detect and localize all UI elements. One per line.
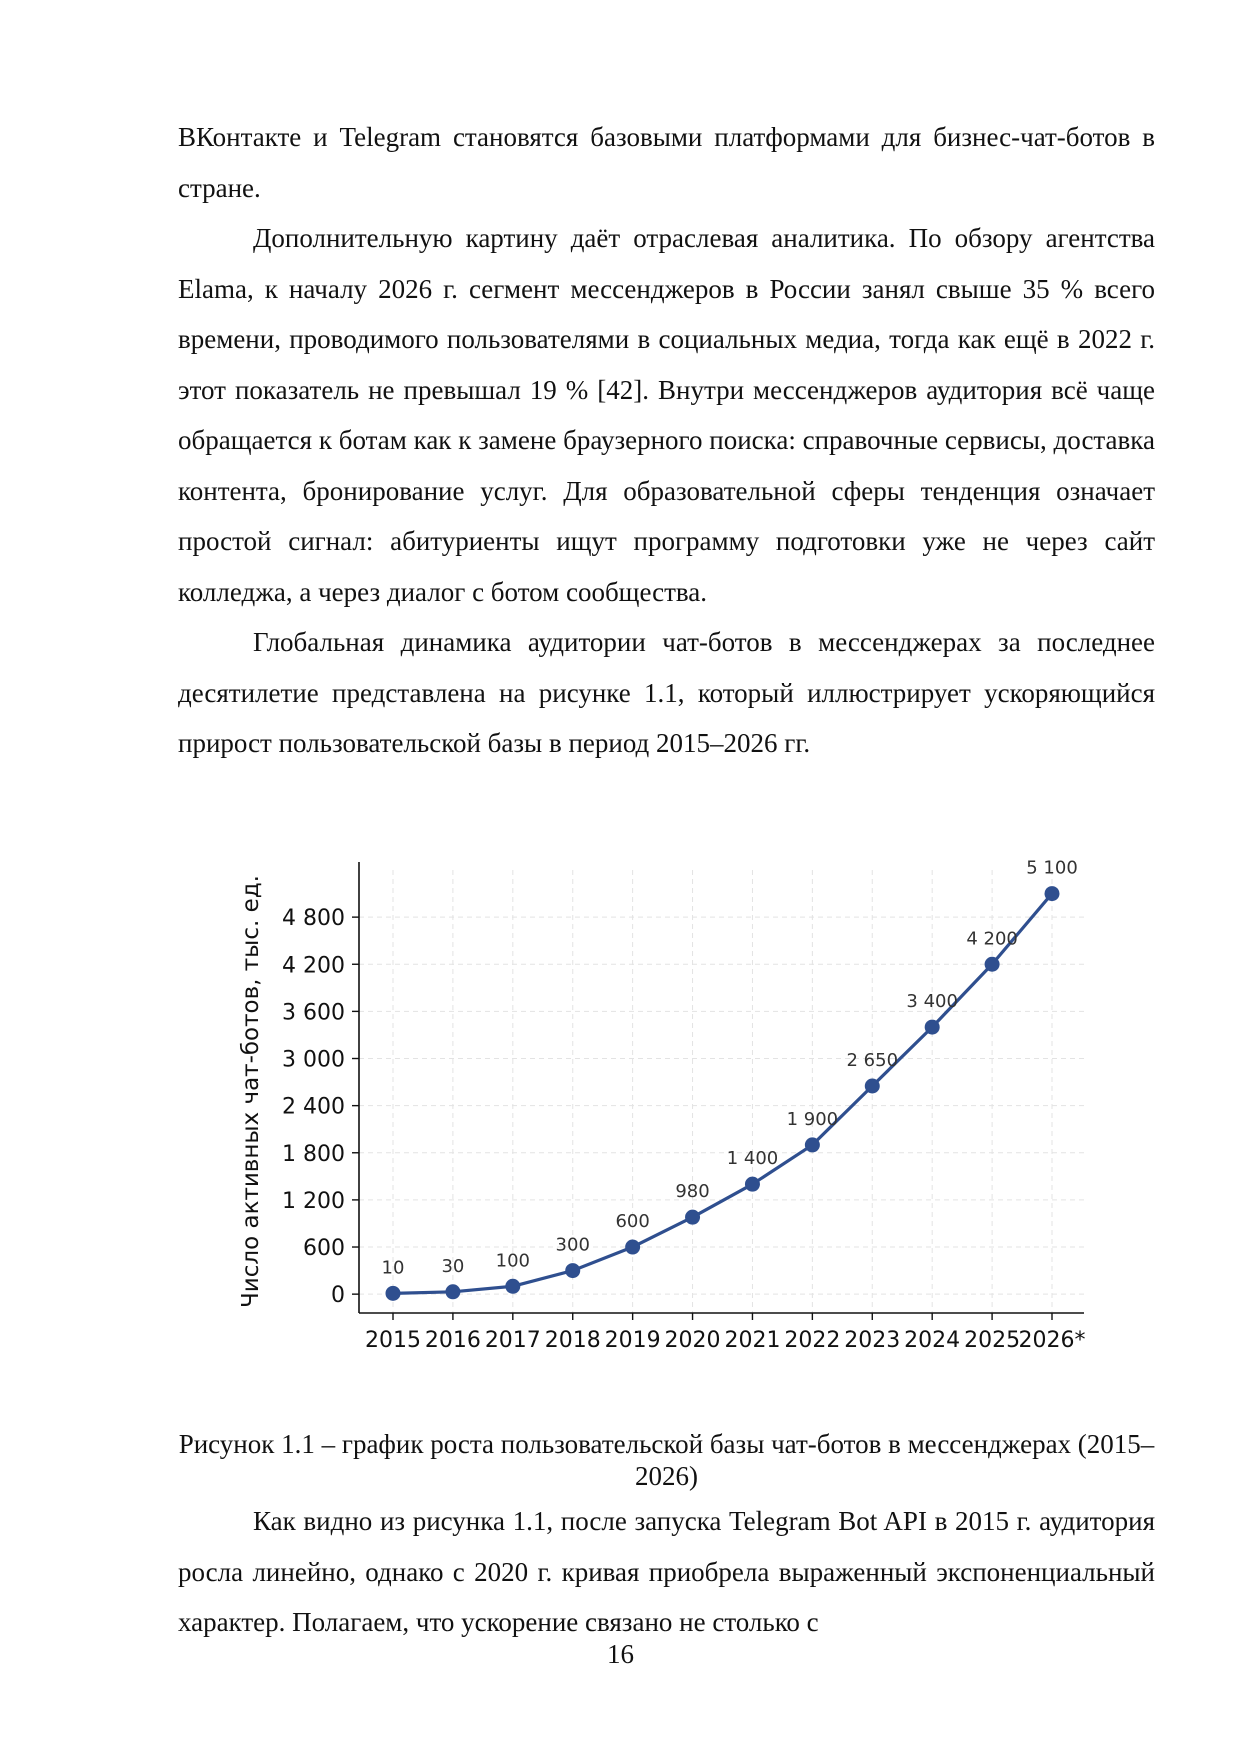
data-point	[625, 1240, 640, 1255]
y-tick-label: 600	[303, 1236, 345, 1262]
x-tick-label: 2022	[784, 1328, 841, 1353]
paragraph: ВКонтакте и Telegram становятся базовыми платформами для бизнес-чат-ботов в стране.	[178, 122, 1155, 203]
x-tick-label: 2021	[724, 1328, 781, 1353]
y-tick-label: 3 600	[282, 1000, 345, 1026]
data-label: 5 100	[1026, 857, 1078, 879]
data-point	[985, 957, 1000, 972]
data-label: 4 200	[966, 928, 1018, 950]
data-point	[386, 1286, 401, 1301]
body-text-bottom	[178, 1496, 1155, 1648]
y-axis-title: Число активных чат-ботов, тыс. ед.	[238, 875, 264, 1308]
y-tick-label: 1 200	[282, 1188, 345, 1214]
data-label: 10	[381, 1257, 405, 1279]
data-point	[805, 1137, 820, 1152]
x-tick-label: 2023	[844, 1328, 901, 1353]
x-tick-label: 2017	[484, 1328, 541, 1353]
data-point	[925, 1020, 940, 1035]
data-point	[505, 1279, 520, 1294]
data-point	[865, 1079, 880, 1094]
x-tick-label: 2025	[964, 1328, 1021, 1353]
x-tick-label: 2019	[604, 1328, 661, 1353]
data-label: 30	[441, 1255, 465, 1277]
figure-chart	[178, 840, 1138, 1400]
page-number: 16	[607, 1639, 634, 1669]
x-tick-label: 2015	[365, 1328, 421, 1353]
data-point	[745, 1177, 760, 1192]
data-label: 3 400	[906, 991, 958, 1013]
y-tick-label: 4 800	[282, 906, 345, 932]
data-label: 1 900	[786, 1108, 839, 1130]
data-label: 600	[615, 1211, 650, 1233]
y-tick-label: 1 800	[282, 1141, 345, 1167]
growth-line-chart	[178, 840, 1138, 1400]
data-point	[445, 1284, 460, 1299]
body-text-top	[178, 112, 1155, 769]
data-label: 980	[675, 1181, 710, 1203]
x-tick-label: 2026*	[1018, 1328, 1086, 1353]
y-tick-label: 2 400	[282, 1094, 345, 1120]
data-point	[685, 1210, 700, 1225]
paragraph: Дополнительную картину даёт отраслевая аналитика. По обзору агентства Elama, к началу 2026 г. сегмент мессенджеров в России занял свыше 35 % всего времени, проводимого пользователями в социальных медиа, тогда как ещё в 2022 г. этот показатель не превышал 19 % [42]. Внутри мессенджеров аудитория всё чаще обращается к ботам как к замене браузерного поиска: справочные сервисы, доставка контента, бронирование услуг. Для образовательной сферы тенденция означает простой сигнал: абитуриенты ищут программу подготовки уже не через сайт колледжа, а через диалог с ботом сообщества.	[178, 223, 1155, 607]
data-label: 1 400	[726, 1148, 779, 1170]
data-label: 100	[495, 1250, 530, 1272]
x-tick-label: 2020	[664, 1328, 721, 1353]
figure-caption: Рисунок 1.1 – график роста пользовательской базы чат-ботов в мессенджерах (2015–2026)	[178, 1429, 1155, 1491]
data-label: 2 650	[846, 1050, 899, 1072]
x-tick-label: 2024	[904, 1328, 961, 1353]
x-tick-label: 2018	[544, 1328, 601, 1353]
data-label: 300	[555, 1234, 590, 1256]
paragraph: Как видно из рисунка 1.1, после запуска Telegram Bot API в 2015 г. аудитория росла линейно, однако с 2020 г. кривая приобрела выраженный экспоненциальный характер. Полагаем, что ускорение связано не столько с	[178, 1506, 1155, 1637]
y-tick-label: 3 000	[282, 1047, 345, 1073]
y-tick-label: 4 200	[282, 953, 345, 979]
x-tick-label: 2016	[424, 1328, 481, 1353]
data-point	[1045, 886, 1060, 901]
data-point	[565, 1263, 580, 1278]
y-tick-label: 0	[331, 1283, 345, 1309]
paragraph: Глобальная динамика аудитории чат-ботов в мессенджерах за последнее десятилетие представлена на рисунке 1.1, который иллюстрирует ускоряющийся прирост пользовательской базы в период 2015–2026 гг.	[178, 627, 1155, 758]
series-line	[393, 894, 1052, 1294]
